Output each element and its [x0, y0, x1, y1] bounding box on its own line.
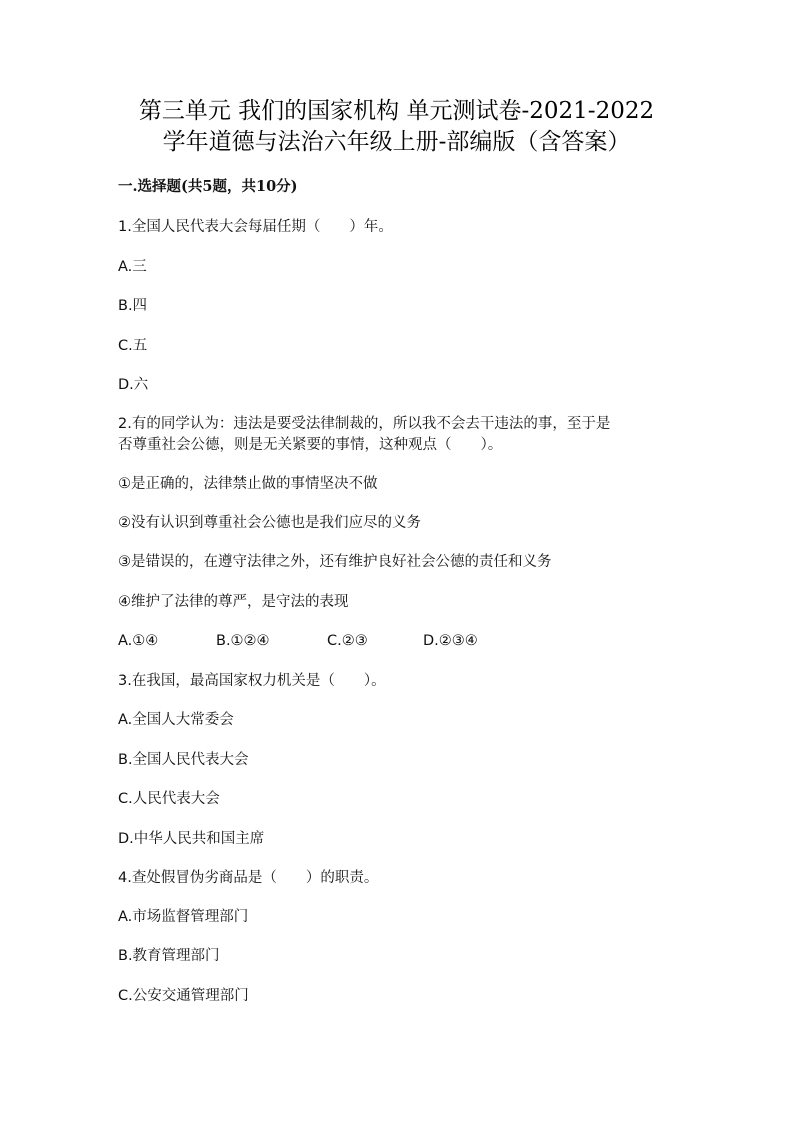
- question-3-option-c: C.人民代表大会: [118, 791, 220, 807]
- question-2-option-d: D.②③④: [423, 633, 478, 649]
- page-title-line-1: 第三单元 我们的国家机构 单元测试卷-2021-2022: [138, 98, 655, 124]
- question-1-option-b: B.四: [118, 298, 148, 314]
- question-3-option-a: A.全国人大常委会: [118, 712, 234, 728]
- question-3-option-b: B.全国人民代表大会: [118, 752, 249, 768]
- question-2-stem-line-2: 否尊重社会公德，则是无关紧要的事情，这种观点（ ）。: [118, 437, 503, 453]
- question-4-option-b: B.教育管理部门: [118, 948, 220, 964]
- question-2-option-a: A.①④: [118, 633, 159, 649]
- question-2-statement-4: ④维护了法律的尊严，是守法的表现: [118, 594, 349, 610]
- section-heading: 一.选择题(共5题，共10分): [118, 178, 298, 195]
- question-2-statement-1: ①是正确的，法律禁止做的事情坚决不做: [118, 476, 378, 492]
- question-2-options: [118, 631, 618, 651]
- question-1-option-a: A.三: [118, 259, 147, 275]
- question-2-statement-3: ③是错误的，在遵守法律之外，还有维护良好社会公德的责任和义务: [118, 554, 552, 570]
- question-3-option-d: D.中华人民共和国主席: [118, 831, 265, 847]
- question-1-option-d: D.六: [118, 377, 149, 393]
- question-4-option-a: A.市场监督管理部门: [118, 909, 249, 925]
- question-4-option-c: C.公安交通管理部门: [118, 988, 249, 1004]
- page-title-line-2: 学年道德与法治六年级上册-部编版（含答案）: [162, 129, 631, 155]
- question-2-stem-line-1: 2.有的同学认为：违法是要受法律制裁的，所以我不会去干违法的事，至于是: [118, 416, 611, 432]
- question-2-option-c: C.②③: [327, 633, 368, 649]
- question-1-option-c: C.五: [118, 338, 148, 354]
- question-2-statement-2: ②没有认识到尊重社会公德也是我们应尽的义务: [118, 515, 421, 531]
- question-1-stem: 1.全国人民代表大会每届任期（ ）年。: [118, 219, 393, 235]
- question-2-option-b: B.①②④: [216, 633, 270, 649]
- question-4-stem: 4.查处假冒伪劣商品是（ ）的职责。: [118, 870, 379, 886]
- question-3-stem: 3.在我国，最高国家权力机关是（ ）。: [118, 673, 386, 689]
